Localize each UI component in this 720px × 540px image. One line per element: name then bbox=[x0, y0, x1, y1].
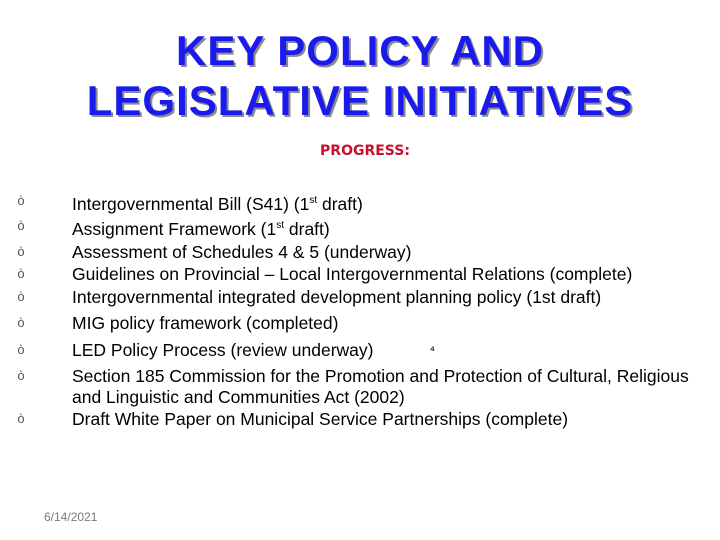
list-item bbox=[14, 287, 694, 308]
list-item-text: Guidelines on Provincial – Local Intergovernmental Relations (complete) bbox=[72, 264, 633, 285]
slide-title bbox=[0, 26, 720, 126]
list-item-text: Assignment Framework (1st draft) bbox=[72, 219, 330, 240]
bullet-icon: ò bbox=[17, 243, 25, 259]
bullet-icon: ò bbox=[17, 315, 25, 331]
list-item-text: LED Policy Process (review underway) bbox=[72, 339, 374, 360]
bullet-icon: ò bbox=[17, 218, 25, 234]
list-item bbox=[14, 216, 694, 239]
stray-mark: ⁴ bbox=[430, 344, 435, 358]
bullet-icon: ò bbox=[17, 341, 25, 357]
bullet-icon: ò bbox=[17, 288, 25, 304]
list-item-text: MIG policy framework (completed) bbox=[72, 313, 339, 334]
list-item bbox=[14, 409, 694, 430]
list-item-text: Intergovernmental integrated development planning policy (1st draft) bbox=[72, 286, 602, 307]
list-item-text: Section 185 Commission for the Promotion and Protection of Cultural, Religious and Linguistic and Communities Act (2002) bbox=[72, 366, 689, 407]
list-item-text: Assessment of Schedules 4 & 5 (underway) bbox=[72, 241, 412, 262]
bullet-icon: ò bbox=[17, 411, 25, 427]
bullet-icon: ò bbox=[17, 193, 25, 208]
footer-date: 6/14/2021 bbox=[44, 510, 98, 524]
title-line-2: LEGISLATIVE INITIATIVES bbox=[86, 77, 634, 124]
list-item bbox=[14, 340, 694, 361]
list-item-text: Intergovernmental Bill (S41) (1st draft) bbox=[72, 193, 363, 214]
progress-heading: PROGRESS: bbox=[320, 143, 410, 159]
title-line-1: KEY POLICY AND bbox=[176, 27, 544, 74]
list-item bbox=[14, 242, 694, 263]
bullet-icon: ò bbox=[17, 266, 25, 282]
initiative-list bbox=[14, 191, 694, 436]
list-item bbox=[14, 264, 694, 285]
list-item bbox=[14, 191, 694, 214]
list-item-text: Draft White Paper on Municipal Service Partnerships (complete) bbox=[72, 409, 569, 430]
bullet-icon: ò bbox=[17, 368, 25, 384]
list-item bbox=[14, 313, 694, 334]
list-item bbox=[14, 366, 694, 407]
